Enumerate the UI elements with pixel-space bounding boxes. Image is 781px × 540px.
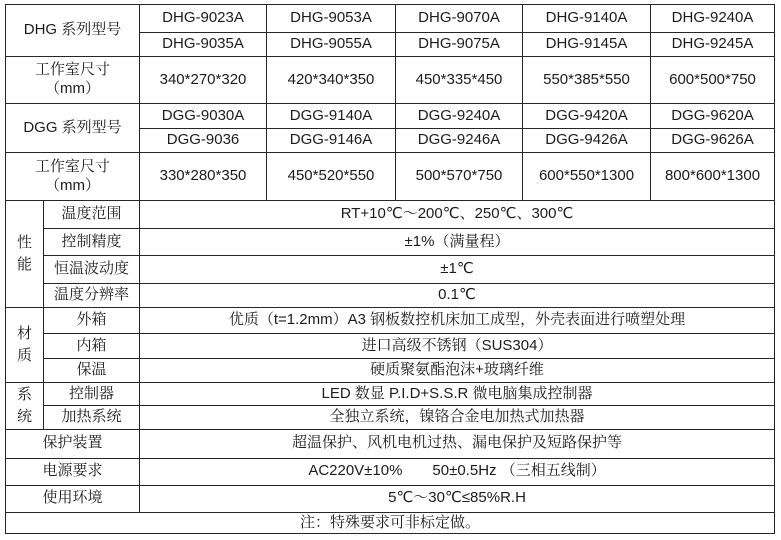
system-group-label <box>6 383 44 430</box>
spec-value-cell: LED 数显 P.I.D+S.S.R 微电脑集成控制器 <box>140 383 775 406</box>
size-label-line2: （mm） <box>45 80 100 97</box>
dgg-series-label: DGG 系列型号 <box>6 104 140 153</box>
dgg-size-label <box>6 153 140 201</box>
dhg-model-cell: DHG-9070A <box>396 5 523 33</box>
group-char: 性 <box>16 234 32 252</box>
protection-value-cell: 超温保护、风机电机过热、漏电保护及短路保护等 <box>140 429 775 458</box>
spec-label-cell: 恒温波动度 <box>44 256 140 284</box>
spec-label-cell: 温度范围 <box>44 201 140 229</box>
table-row <box>6 334 775 359</box>
size-label-line1: 工作室尺寸 <box>35 61 111 79</box>
size-label-line2: （mm） <box>45 176 100 194</box>
spec-value-cell: 全独立系统，镍铬合金电加热式加热器 <box>140 406 775 429</box>
table-row <box>6 383 775 406</box>
table-row <box>6 5 775 33</box>
dgg-size-cell: 500*570*750 <box>396 153 523 201</box>
spec-label-cell: 控制器 <box>44 383 140 406</box>
table-row <box>6 458 775 485</box>
table-row <box>6 229 775 256</box>
size-label-line1: 工作室尺寸 <box>35 157 111 175</box>
table-row <box>6 57 775 104</box>
group-char: 系 <box>16 386 32 403</box>
dhg-model-cell: DHG-9140A <box>523 5 651 33</box>
dhg-model-cell: DHG-9245A <box>651 33 775 57</box>
group-char: 能 <box>16 256 32 273</box>
dgg-size-cell: 330*280*350 <box>140 153 267 201</box>
dgg-model-cell: DGG-9036 <box>140 129 267 153</box>
dhg-size-cell: 340*270*320 <box>140 57 267 104</box>
dgg-model-cell: DGG-9030A <box>140 104 267 129</box>
table-row <box>6 485 775 512</box>
spec-label-cell: 内箱 <box>44 334 140 359</box>
material-group-label <box>6 308 44 383</box>
table-row <box>6 429 775 458</box>
group-char: 质 <box>16 347 32 364</box>
table-row <box>6 406 775 429</box>
dgg-size-cell: 450*520*550 <box>267 153 396 201</box>
dhg-series-label: DHG 系列型号 <box>6 5 140 57</box>
power-value-cell: AC220V±10% 50±0.5Hz （三相五线制） <box>140 458 775 485</box>
table-row <box>6 104 775 129</box>
table-row <box>6 256 775 284</box>
dhg-model-cell: DHG-9240A <box>651 5 775 33</box>
spec-value-cell: ±1%（满量程） <box>140 229 775 256</box>
spec-value-cell: 硬质聚氨酯泡沫+玻璃纤维 <box>140 359 775 383</box>
protection-label-cell: 保护装置 <box>6 429 140 458</box>
performance-group-label <box>6 201 44 308</box>
dhg-size-cell: 420*340*350 <box>267 57 396 104</box>
table-row <box>6 512 775 534</box>
table-row <box>6 308 775 334</box>
table-row <box>6 284 775 308</box>
dgg-size-cell: 600*550*1300 <box>523 153 651 201</box>
spec-label-cell: 温度分辨率 <box>44 284 140 308</box>
spec-value-cell: ±1℃ <box>140 256 775 284</box>
note-cell: 注：特殊要求可非标定做。 <box>6 512 775 534</box>
dgg-size-cell: 800*600*1300 <box>651 153 775 201</box>
spec-sheet <box>0 4 781 540</box>
dhg-size-cell: 600*500*750 <box>651 57 775 104</box>
dhg-size-cell: 550*385*550 <box>523 57 651 104</box>
spec-label-cell: 外箱 <box>44 308 140 334</box>
spec-value-cell: RT+10℃～200℃、250℃、300℃ <box>140 201 775 229</box>
dgg-model-cell: DGG-9140A <box>267 104 396 129</box>
product-spec-table <box>5 4 775 534</box>
dgg-model-cell: DGG-9146A <box>267 129 396 153</box>
environment-label-cell: 使用环境 <box>6 485 140 512</box>
dgg-model-cell: DGG-9240A <box>396 104 523 129</box>
spec-label-cell: 保温 <box>44 359 140 383</box>
dhg-model-cell: DHG-9145A <box>523 33 651 57</box>
spec-label-cell: 加热系统 <box>44 406 140 429</box>
power-label-cell: 电源要求 <box>6 458 140 485</box>
group-char: 统 <box>16 407 32 425</box>
dgg-model-cell: DGG-9246A <box>396 129 523 153</box>
dgg-model-cell: DGG-9626A <box>651 129 775 153</box>
spec-value-cell: 进口高级不锈钢（SUS304） <box>140 334 775 359</box>
table-row <box>6 153 775 201</box>
dhg-model-cell: DHG-9055A <box>267 33 396 57</box>
table-row <box>6 359 775 383</box>
dgg-model-cell: DGG-9420A <box>523 104 651 129</box>
dhg-model-cell: DHG-9075A <box>396 33 523 57</box>
dhg-model-cell: DHG-9023A <box>140 5 267 33</box>
dhg-model-cell: DHG-9053A <box>267 5 396 33</box>
dgg-model-cell: DGG-9620A <box>651 104 775 129</box>
dhg-size-label <box>6 57 140 104</box>
spec-label-cell: 控制精度 <box>44 229 140 256</box>
dhg-size-cell: 450*335*450 <box>396 57 523 104</box>
environment-value-cell: 5℃～30℃≤85%R.H <box>140 485 775 512</box>
dgg-model-cell: DGG-9426A <box>523 129 651 153</box>
spec-value-cell: 优质（t=1.2mm）A3 钢板数控机床加工成型，外壳表面进行喷塑处理 <box>140 308 775 334</box>
dhg-model-cell: DHG-9035A <box>140 33 267 57</box>
table-row <box>6 201 775 229</box>
spec-value-cell: 0.1℃ <box>140 284 775 308</box>
group-char: 材 <box>16 325 32 343</box>
